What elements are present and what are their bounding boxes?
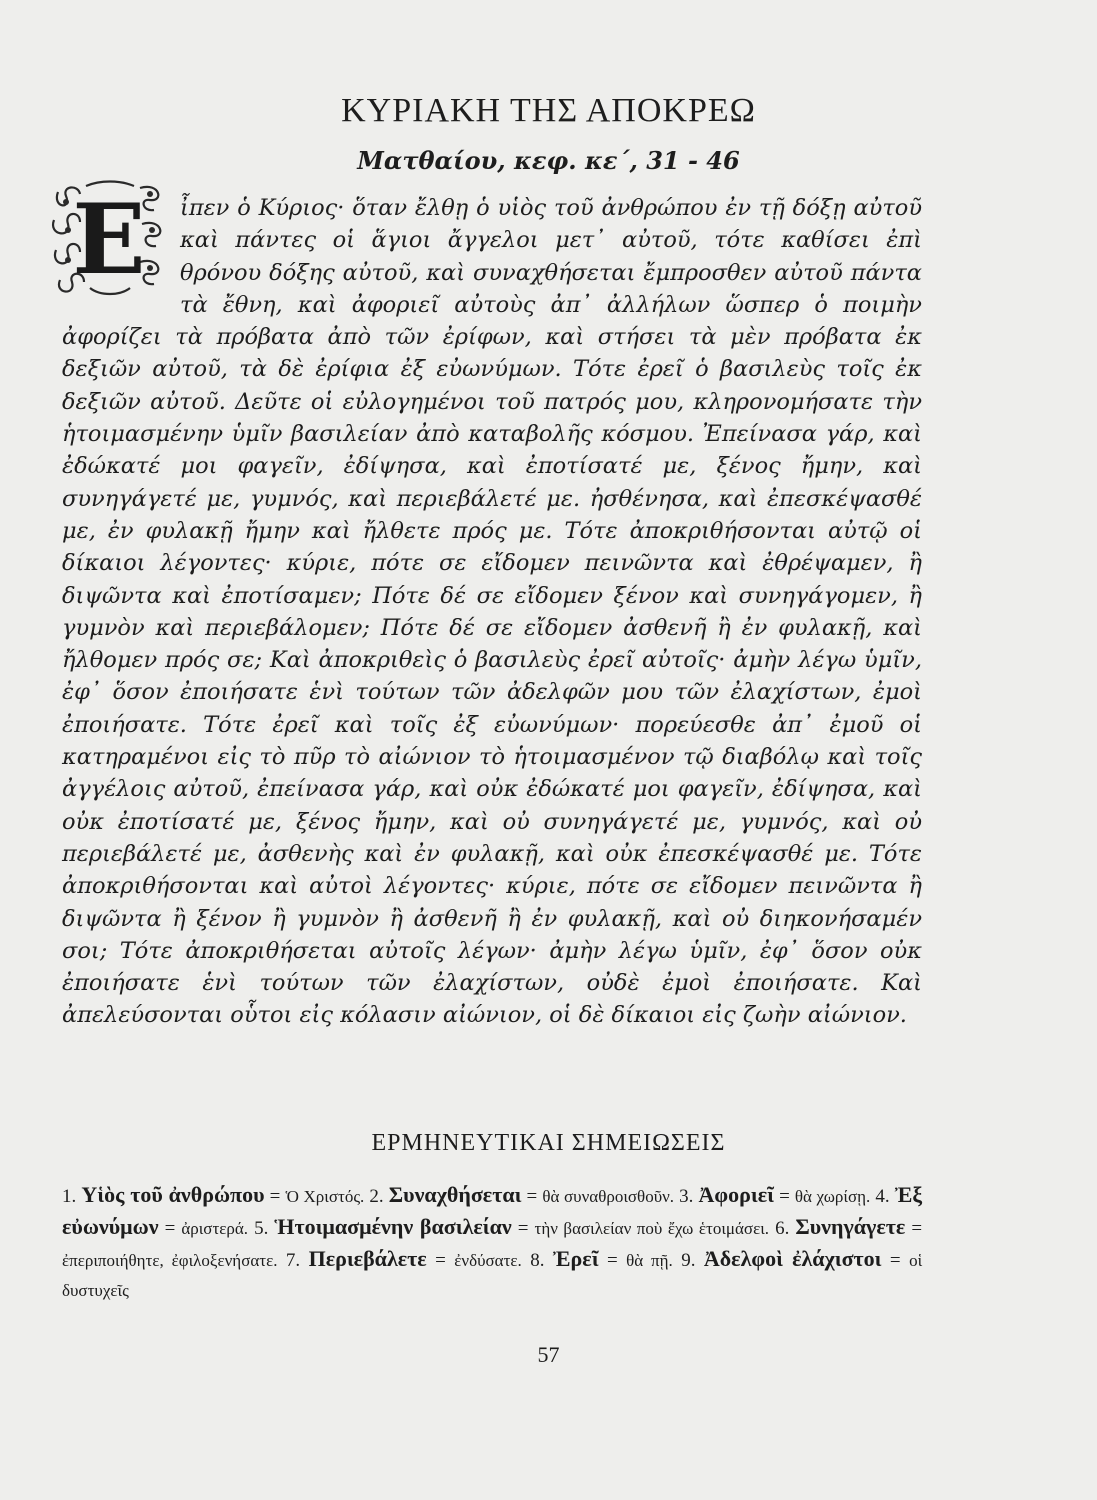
note-item: 6. Συνηγάγετε = ἐπεριποιήθητε, ἐφιλοξενήσατε. [62,1214,923,1270]
drop-cap-letter: Ε [72,182,146,296]
note-item: 2. Συναχθήσεται = θὰ συναθροισθοῦν. [369,1182,675,1207]
note-item: 3. Ἀφοριεῖ = θὰ χωρίσῃ. [679,1182,871,1207]
note-item: 5. Ἡτοιμασμένην βασιλείαν = τὴν βασιλείαν ποὺ ἔχω ἑτοιμάσει. [254,1214,770,1239]
gospel-text: ἶπεν ὁ Κύριος· ὅταν ἔλθῃ ὁ υἱὸς τοῦ ἀνθρώπου ἐν τῇ δόξῃ αὐτοῦ καὶ πάντες οἱ ἅγιοι ἄγγελοι μετ᾿ αὐτοῦ, τότε καθίσει ἐπὶ θρόνου δόξης αὐτοῦ, καὶ συναχθήσεται ἔμπροσθεν αὐτοῦ πάντα τὰ ἔθνη, καὶ ἀφοριεῖ αὐτοὺς ἀπ᾿ ἀλλήλων ὥσπερ ὁ ποιμὴν ἀφορίζει τὰ πρόβατα ἀπὸ τῶν ἐρίφων, καὶ στήσει τὰ μὲν πρόβατα ἐκ δεξιῶν αὐτοῦ, τὰ δὲ ἐρίφια ἐξ εὐωνύμων. Τότε ἐρεῖ ὁ βασιλεὺς τοῖς ἐκ δεξιῶν αὐτοῦ. Δεῦτε οἱ εὐλογημένοι τοῦ πατρός μου, κληρονομήσατε τὴν ἡτοιμασμένην ὑμῖν βασιλείαν ἀπὸ καταβολῆς κόσμου. Ἐπείνασα γάρ, καὶ ἐδώκατέ μοι φαγεῖν, ἐδίψησα, καὶ ἐποτίσατέ με, ξένος ἤμην, καὶ συνηγάγετέ με, γυμνός, καὶ περιεβάλετέ με. ἠσθένησα, καὶ ἐπεσκέψασθέ με, ἐν φυλακῇ ἤμην καὶ ἤλθετε πρός με. Τότε ἀποκριθήσονται αὐτῷ οἱ δίκαιοι λέγοντες· κύριε, πότε σε εἴδομεν πεινῶντα καὶ ἐθρέψαμεν, ἢ διψῶντα καὶ ἐποτίσαμεν; Πότε δέ σε εἴδομεν ξένον καὶ συνηγάγομεν, ἢ γυμνὸν καὶ περιεβάλομεν; Πότε δέ σε εἴδομεν ἀσθενῆ ἢ ἐν φυλακῇ, καὶ ἤλθομεν πρός σε; Καὶ ἀποκριθεὶς ὁ βασιλεὺς ἐρεῖ αὐτοῖς· ἀμὴν λέγω ὑμῖν, ἐφ᾿ ὅσον ἐποιήσατε ἑνὶ τούτων τῶν ἀδελφῶν μου τῶν ἐλαχίστων, ἐμοὶ ἐποιήσατε. Τότε ἐρεῖ καὶ τοῖς ἐξ εὐωνύμων· πορεύεσθε ἀπ᾿ ἐμοῦ οἱ κατηραμένοι εἰς τὸ πῦρ τὸ αἰώνιον τὸ ἡτοιμασμένον τῷ διαβόλῳ καὶ τοῖς ἀγγέλοις αὐτοῦ, ἐπείνασα γάρ, καὶ οὐκ ἐδώκατέ μοι φαγεῖν, ἐδίψησα, καὶ οὐκ ἐποτίσατέ με, ξένος ἤμην, καὶ οὐ συνηγάγετέ με, γυμνός, καὶ οὐ περιεβάλετέ με, ἀσθενὴς καὶ ἐν φυλακῇ, καὶ οὐκ ἐπεσκέψασθέ με. Τότε ἀποκριθήσονται καὶ αὐτοὶ λέγοντες· κύριε, πότε σε εἴδομεν πεινῶντα ἢ διψῶντα ἢ ξένον ἢ γυμνὸν ἢ ἀσθενῆ ἢ ἐν φυλακῇ, καὶ οὐ διηκονήσαμέν σοι; Τότε ἀποκριθήσεται αὐτοῖς λέγων· ἀμὴν λέγω ὑμῖν, ἐφ᾿ ὅσον οὐκ ἐποιήσατε ἑνὶ τούτων τῶν ἐλαχίστων, οὐδὲ ἐμοὶ ἐποιήσατε. Καὶ ἀπελεύσονται οὗτοι εἰς κόλασιν αἰώνιον, οἱ δὲ δίκαιοι εἰς ζωὴν αἰώνιον. [62,195,922,1029]
page-title: ΚΥΡΙΑΚΗ ΤΗΣ ΑΠΟΚΡΕΩ [341,92,756,129]
scripture-reference: Ματθαίου, κεφ. κε΄, 31 - 46 [357,146,740,175]
note-item: 1. Υἱὸς τοῦ ἀνθρώπου = Ὁ Χριστός. [62,1182,365,1207]
note-item: 4. Ἐξ εὐωνύμων = ἀριστερά. [62,1182,923,1239]
note-item: 8. Ἐρεῖ = θὰ πῇ. [530,1246,673,1271]
note-item: 9. Ἀδελφοὶ ἐλάχιστοι = οἱ δυστυχεῖς [62,1246,923,1300]
explanatory-notes [62,1180,922,1306]
note-item: 7. Περιεβάλετε = ἐνδύσατε. [285,1246,522,1271]
notes-heading: ΕΡΜΗΝΕΥΤΙΚΑΙ ΣΗΜΕΙΩΣΕΙΣ [371,1130,726,1156]
gospel-passage [62,192,922,1032]
page-number: 57 [537,1342,560,1367]
